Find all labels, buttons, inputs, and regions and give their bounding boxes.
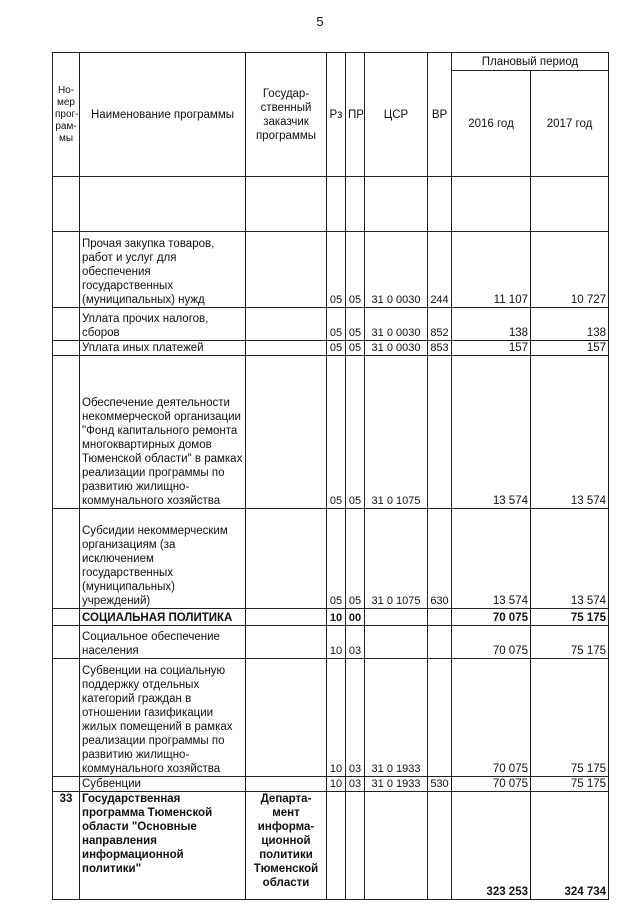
header-year-2017: 2017 год <box>531 71 609 177</box>
header-customer: Государ- ственный заказчик программы <box>246 53 327 177</box>
row-name: СОЦИАЛЬНАЯ ПОЛИТИКА <box>80 609 246 626</box>
row-csr <box>365 626 428 659</box>
row-name: Обеспечение деятельности некоммерческой организации "Фонд капитального ремонта многоквартирных домов Тюменской области" в рамках реализации программы по развитию жилищно-коммунального хозяйства <box>80 356 246 509</box>
row-value-2016: 70 075 <box>452 626 531 659</box>
row-number: 33 <box>53 792 80 900</box>
row-customer <box>246 626 327 659</box>
budget-table <box>52 52 609 900</box>
table-row <box>53 232 609 308</box>
row-vr: 852 <box>428 308 452 341</box>
header-number: Но- мер прог- рам- мы <box>53 53 80 177</box>
table-row <box>53 792 609 900</box>
row-rz: 10 <box>327 777 346 792</box>
row-value-2017: 13 574 <box>531 509 609 609</box>
row-value-2017: 75 175 <box>531 609 609 626</box>
row-value-2016: 11 107 <box>452 232 531 308</box>
page-number: 5 <box>316 14 324 29</box>
table-row <box>53 341 609 356</box>
row-value-2016: 70 075 <box>452 659 531 777</box>
row-pr: 05 <box>346 341 365 356</box>
row-rz: 10 <box>327 626 346 659</box>
row-value-2017: 138 <box>531 308 609 341</box>
row-pr: 00 <box>346 609 365 626</box>
row-customer <box>246 341 327 356</box>
table-row <box>53 356 609 509</box>
row-rz: 05 <box>327 356 346 509</box>
row-rz: 05 <box>327 509 346 609</box>
row-customer <box>246 356 327 509</box>
row-value-2017: 10 727 <box>531 232 609 308</box>
row-customer <box>246 509 327 609</box>
table-row <box>53 509 609 609</box>
row-customer <box>246 659 327 777</box>
row-number <box>53 232 80 308</box>
row-number <box>53 308 80 341</box>
row-csr <box>365 792 428 900</box>
row-pr: 03 <box>346 626 365 659</box>
row-csr: 31 0 1075 <box>365 356 428 509</box>
row-vr <box>428 609 452 626</box>
row-pr: 05 <box>346 308 365 341</box>
row-value-2017: 75 175 <box>531 659 609 777</box>
header-plan-period: Плановый период <box>452 53 609 71</box>
row-vr <box>428 792 452 900</box>
row-pr: 03 <box>346 659 365 777</box>
row-pr: 05 <box>346 356 365 509</box>
row-pr <box>346 792 365 900</box>
header-csr: ЦСР <box>365 53 428 177</box>
row-vr <box>428 659 452 777</box>
header-vr: ВР <box>428 53 452 177</box>
table-row <box>53 626 609 659</box>
row-name: Субвенции <box>80 777 246 792</box>
row-value-2016: 157 <box>452 341 531 356</box>
row-pr: 05 <box>346 232 365 308</box>
row-csr: 31 0 0030 <box>365 232 428 308</box>
row-customer <box>246 232 327 308</box>
row-number <box>53 341 80 356</box>
row-vr: 244 <box>428 232 452 308</box>
row-number <box>53 509 80 609</box>
row-csr: 31 0 1075 <box>365 509 428 609</box>
row-rz: 05 <box>327 341 346 356</box>
row-vr: 530 <box>428 777 452 792</box>
row-customer <box>246 609 327 626</box>
row-value-2016: 13 574 <box>452 356 531 509</box>
row-customer: Департа-мент информа-ционной политики Тюменской области <box>246 792 327 900</box>
row-name: Субвенции на социальную поддержку отдельных категорий граждан в отношении газификации жилых помещений в рамках реализации программы по развитию жилищно-коммунального хозяйства <box>80 659 246 777</box>
row-csr: 31 0 1933 <box>365 659 428 777</box>
row-name: Уплата иных платежей <box>80 341 246 356</box>
spacer-row <box>53 177 609 232</box>
table-row <box>53 659 609 777</box>
row-vr: 853 <box>428 341 452 356</box>
row-value-2016: 138 <box>452 308 531 341</box>
row-name: Социальное обеспечение населения <box>80 626 246 659</box>
row-name: Государственная программа Тюменской области "Основные направления информационной политики" <box>80 792 246 900</box>
row-pr: 05 <box>346 509 365 609</box>
row-rz <box>327 792 346 900</box>
row-value-2016: 323 253 <box>452 792 531 900</box>
row-name: Уплата прочих налогов, сборов <box>80 308 246 341</box>
row-name: Прочая закупка товаров, работ и услуг для обеспечения государственных (муниципальных) нужд <box>80 232 246 308</box>
row-value-2016: 13 574 <box>452 509 531 609</box>
row-number <box>53 356 80 509</box>
row-value-2017: 75 175 <box>531 626 609 659</box>
header-pr: ПР <box>346 53 365 177</box>
row-customer <box>246 777 327 792</box>
row-value-2016: 70 075 <box>452 777 531 792</box>
row-value-2017: 75 175 <box>531 777 609 792</box>
row-rz: 10 <box>327 609 346 626</box>
row-rz: 10 <box>327 659 346 777</box>
row-value-2017: 157 <box>531 341 609 356</box>
row-csr: 31 0 0030 <box>365 308 428 341</box>
header-rz: Рз <box>327 53 346 177</box>
row-csr <box>365 609 428 626</box>
row-customer <box>246 308 327 341</box>
row-csr: 31 0 1933 <box>365 777 428 792</box>
row-number <box>53 659 80 777</box>
table-row <box>53 308 609 341</box>
row-number <box>53 626 80 659</box>
header-name: Наименование программы <box>80 53 246 177</box>
table-row <box>53 609 609 626</box>
row-vr: 630 <box>428 509 452 609</box>
row-rz: 05 <box>327 232 346 308</box>
row-csr: 31 0 0030 <box>365 341 428 356</box>
row-number <box>53 609 80 626</box>
row-value-2017: 13 574 <box>531 356 609 509</box>
table-row <box>53 777 609 792</box>
row-name: Субсидии некоммерческим организациям (за исключением государственных (муниципальных) учреждений) <box>80 509 246 609</box>
row-value-2017: 324 734 <box>531 792 609 900</box>
row-vr <box>428 626 452 659</box>
header-year-2016: 2016 год <box>452 71 531 177</box>
row-value-2016: 70 075 <box>452 609 531 626</box>
row-vr <box>428 356 452 509</box>
row-rz: 05 <box>327 308 346 341</box>
row-number <box>53 777 80 792</box>
row-pr: 03 <box>346 777 365 792</box>
